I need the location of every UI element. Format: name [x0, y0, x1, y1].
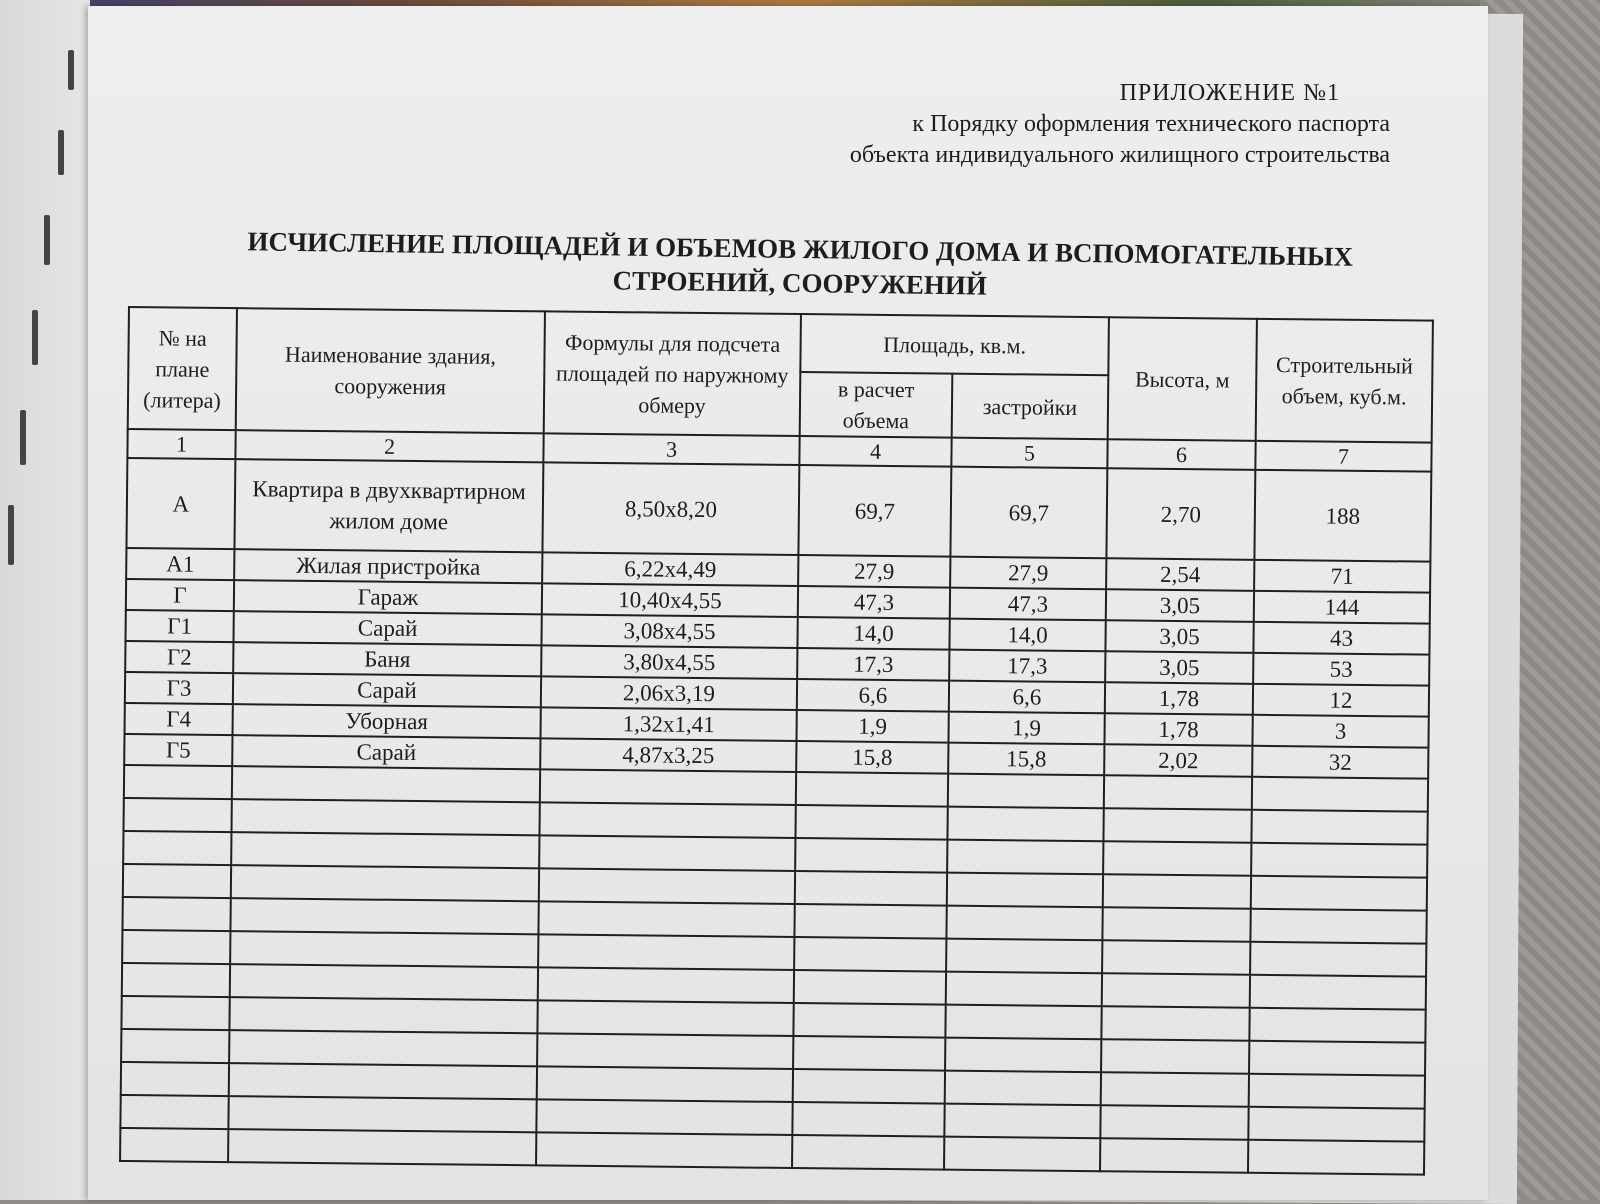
cell-height: 3,05	[1105, 620, 1253, 653]
empty-cell	[230, 964, 538, 1000]
column-number: 6	[1107, 439, 1255, 470]
empty-cell	[1103, 841, 1251, 876]
cell-area-footprint: 6,6	[949, 681, 1105, 714]
cell-area-formula: 2,06х3,19	[541, 676, 797, 710]
empty-cell	[1250, 942, 1426, 977]
header-plan-number: № на плане (литера)	[128, 307, 237, 430]
empty-cell	[538, 934, 794, 970]
cell-plan-number: А1	[126, 548, 234, 580]
cell-building-name: Гараж	[234, 580, 542, 614]
cell-area-formula: 1,32х1,41	[540, 707, 796, 741]
cell-area-for-volume: 15,8	[796, 741, 948, 774]
empty-cell	[1249, 1041, 1425, 1076]
empty-cell	[1101, 1072, 1249, 1107]
binding-hole	[68, 50, 74, 90]
binding-hole	[8, 505, 14, 565]
empty-cell	[946, 906, 1102, 941]
empty-cell	[795, 838, 947, 873]
empty-cell	[229, 997, 537, 1033]
empty-cell	[540, 769, 796, 805]
empty-cell	[944, 1137, 1100, 1172]
empty-cell	[122, 963, 230, 997]
column-number: 2	[235, 430, 543, 462]
cell-area-footprint: 15,8	[948, 743, 1104, 776]
cell-building-volume: 43	[1253, 622, 1429, 655]
empty-cell	[793, 1069, 945, 1104]
cell-height: 2,70	[1106, 468, 1255, 560]
cell-height: 1,78	[1104, 713, 1252, 746]
header-building-name: Наименование здания, сооружения	[236, 308, 545, 433]
empty-cell	[123, 864, 231, 898]
empty-cell	[536, 1132, 792, 1168]
empty-cell	[1248, 1140, 1424, 1175]
empty-cell	[945, 1071, 1101, 1106]
empty-cell	[539, 868, 795, 904]
empty-cell	[1250, 975, 1426, 1010]
column-number: 7	[1255, 441, 1431, 472]
empty-cell	[536, 1099, 792, 1135]
header-area-group: Площадь, кв.м.	[800, 314, 1109, 375]
empty-cell	[1103, 808, 1251, 843]
cell-building-name: Жилая пристройка	[234, 549, 542, 583]
empty-cell	[794, 937, 946, 972]
table-row	[126, 458, 1431, 562]
cell-plan-number: Г2	[125, 641, 233, 673]
empty-cell	[947, 873, 1103, 908]
areas-volumes-table	[119, 306, 1434, 1176]
cell-area-for-volume: 14,0	[797, 617, 949, 650]
appendix-line-2: объекта индивидуального жилищного строительства	[849, 142, 1390, 168]
header-area-for-volume: в расчет объема	[800, 372, 953, 438]
cell-area-formula: 3,08х4,55	[541, 614, 797, 648]
binding-hole	[44, 215, 50, 265]
cell-area-formula: 10,40х4,55	[542, 583, 798, 617]
empty-cell	[229, 1030, 537, 1066]
cell-height: 2,02	[1104, 744, 1252, 777]
empty-cell	[539, 802, 795, 838]
empty-cell	[537, 1033, 793, 1069]
empty-cell	[792, 1102, 944, 1137]
header-area-formula: Формулы для подсчета площадей по наружному обмеру	[544, 311, 801, 436]
cell-building-volume: 53	[1253, 653, 1429, 686]
cell-building-name: Уборная	[233, 704, 541, 738]
empty-cell	[1251, 876, 1427, 911]
binding-hole	[58, 130, 64, 175]
cell-building-volume: 144	[1254, 591, 1430, 624]
cell-plan-number: А	[126, 458, 235, 549]
cell-building-volume: 12	[1253, 684, 1429, 717]
empty-cell	[1101, 1039, 1249, 1074]
empty-cell	[1100, 1138, 1248, 1173]
empty-cell	[121, 1029, 229, 1063]
cell-plan-number: Г	[126, 579, 234, 611]
cell-area-footprint: 69,7	[950, 467, 1107, 559]
cell-building-volume: 188	[1254, 470, 1431, 562]
empty-cell	[944, 1104, 1100, 1139]
column-number: 4	[799, 436, 951, 467]
appendix-label: ПРИЛОЖЕНИЕ №1	[1119, 80, 1340, 106]
cell-plan-number: Г1	[125, 610, 233, 642]
empty-cell	[1249, 1008, 1425, 1043]
cell-area-for-volume: 6,6	[797, 679, 949, 712]
empty-cell	[122, 930, 230, 964]
column-number: 1	[127, 429, 235, 459]
empty-cell	[946, 972, 1102, 1007]
empty-cell	[121, 996, 229, 1030]
empty-cell	[1249, 1074, 1425, 1109]
empty-cell	[947, 807, 1103, 842]
cell-area-formula: 3,80х4,55	[541, 645, 797, 679]
empty-cell	[538, 967, 794, 1003]
cell-area-footprint: 47,3	[950, 588, 1106, 621]
cell-building-volume: 3	[1252, 715, 1428, 748]
empty-cell	[230, 931, 538, 967]
empty-cell	[795, 871, 947, 906]
column-number: 5	[951, 438, 1107, 469]
blank-rows	[120, 765, 1428, 1175]
empty-cell	[793, 1036, 945, 1071]
empty-cell	[1250, 909, 1426, 944]
binding-hole	[32, 310, 38, 365]
empty-cell	[537, 1066, 793, 1102]
empty-cell	[121, 1062, 229, 1096]
empty-cell	[1251, 843, 1427, 878]
empty-cell	[230, 898, 538, 934]
empty-cell	[124, 798, 232, 832]
cell-area-for-volume: 17,3	[797, 648, 949, 681]
cell-plan-number: Г3	[125, 672, 233, 704]
empty-cell	[1100, 1105, 1248, 1140]
empty-cell	[1104, 775, 1252, 810]
empty-cell	[539, 835, 795, 871]
empty-cell	[796, 772, 948, 807]
empty-cell	[231, 832, 539, 868]
empty-cell	[1251, 810, 1427, 845]
cell-height: 1,78	[1105, 682, 1253, 715]
cell-area-for-volume: 47,3	[798, 586, 950, 619]
empty-cell	[120, 1095, 228, 1129]
cell-area-footprint: 17,3	[949, 650, 1105, 683]
empty-cell	[538, 901, 794, 937]
empty-cell	[229, 1063, 537, 1099]
cell-area-formula: 4,87х3,25	[540, 738, 796, 772]
empty-cell	[793, 1003, 945, 1038]
header-building-volume: Строительный объем, куб.м.	[1256, 319, 1433, 443]
empty-cell	[1101, 1006, 1249, 1041]
appendix-header	[850, 78, 1390, 171]
empty-cell	[1248, 1107, 1424, 1142]
empty-cell	[948, 774, 1104, 809]
title-line-2: СТРОЕНИЙ, СООРУЖЕНИЙ	[612, 265, 988, 301]
cell-height: 3,05	[1106, 589, 1254, 622]
empty-cell	[794, 904, 946, 939]
cell-area-for-volume: 27,9	[798, 555, 950, 588]
column-number: 3	[543, 433, 799, 465]
cell-height: 2,54	[1106, 558, 1254, 591]
empty-cell	[792, 1135, 944, 1170]
cell-building-volume: 32	[1252, 746, 1428, 779]
title-line-1: ИСЧИСЛЕНИЕ ПЛОЩАДЕЙ И ОБЪЕМОВ ЖИЛОГО ДОМА И ВСПОМОГАТЕЛЬНЫХ	[247, 226, 1354, 272]
cell-area-formula: 8,50х8,20	[542, 462, 799, 555]
empty-cell	[231, 799, 539, 835]
cell-area-for-volume: 69,7	[798, 465, 951, 557]
empty-cell	[228, 1096, 536, 1132]
cell-area-footprint: 27,9	[950, 557, 1106, 590]
cell-area-footprint: 14,0	[949, 619, 1105, 652]
empty-cell	[122, 897, 230, 931]
cell-building-name: Квартира в двухквартирном жилом доме	[234, 459, 543, 552]
empty-cell	[947, 840, 1103, 875]
cell-building-name: Баня	[233, 642, 541, 676]
empty-cell	[1103, 874, 1251, 909]
header-height: Высота, м	[1108, 317, 1257, 441]
header-area-footprint: застройки	[952, 374, 1109, 440]
empty-cell	[1102, 907, 1250, 942]
empty-cell	[945, 1038, 1101, 1073]
cell-plan-number: Г4	[125, 703, 233, 735]
empty-cell	[537, 1000, 793, 1036]
cell-building-name: Сарай	[233, 611, 541, 645]
cell-building-name: Сарай	[232, 735, 540, 769]
binding-hole	[20, 410, 26, 465]
cell-plan-number: Г5	[124, 734, 232, 766]
empty-cell	[124, 765, 232, 799]
empty-cell	[794, 970, 946, 1005]
appendix-line-1: к Порядку оформления технического паспорта	[912, 111, 1390, 137]
empty-cell	[232, 766, 540, 802]
cell-area-formula: 6,22х4,49	[542, 552, 798, 586]
cell-area-for-volume: 1,9	[796, 710, 948, 743]
empty-cell	[1102, 973, 1250, 1008]
empty-cell	[945, 1005, 1101, 1040]
left-facing-page	[0, 0, 90, 1200]
cell-building-name: Сарай	[233, 673, 541, 707]
empty-cell	[123, 831, 231, 865]
empty-cell	[795, 805, 947, 840]
empty-cell	[228, 1129, 536, 1165]
empty-cell	[1252, 777, 1428, 812]
empty-cell	[1102, 940, 1250, 975]
empty-cell	[946, 939, 1102, 974]
empty-cell	[231, 865, 539, 901]
cell-height: 3,05	[1105, 651, 1253, 684]
cell-building-volume: 71	[1254, 560, 1430, 593]
cell-area-footprint: 1,9	[948, 712, 1104, 745]
empty-cell	[120, 1128, 228, 1162]
